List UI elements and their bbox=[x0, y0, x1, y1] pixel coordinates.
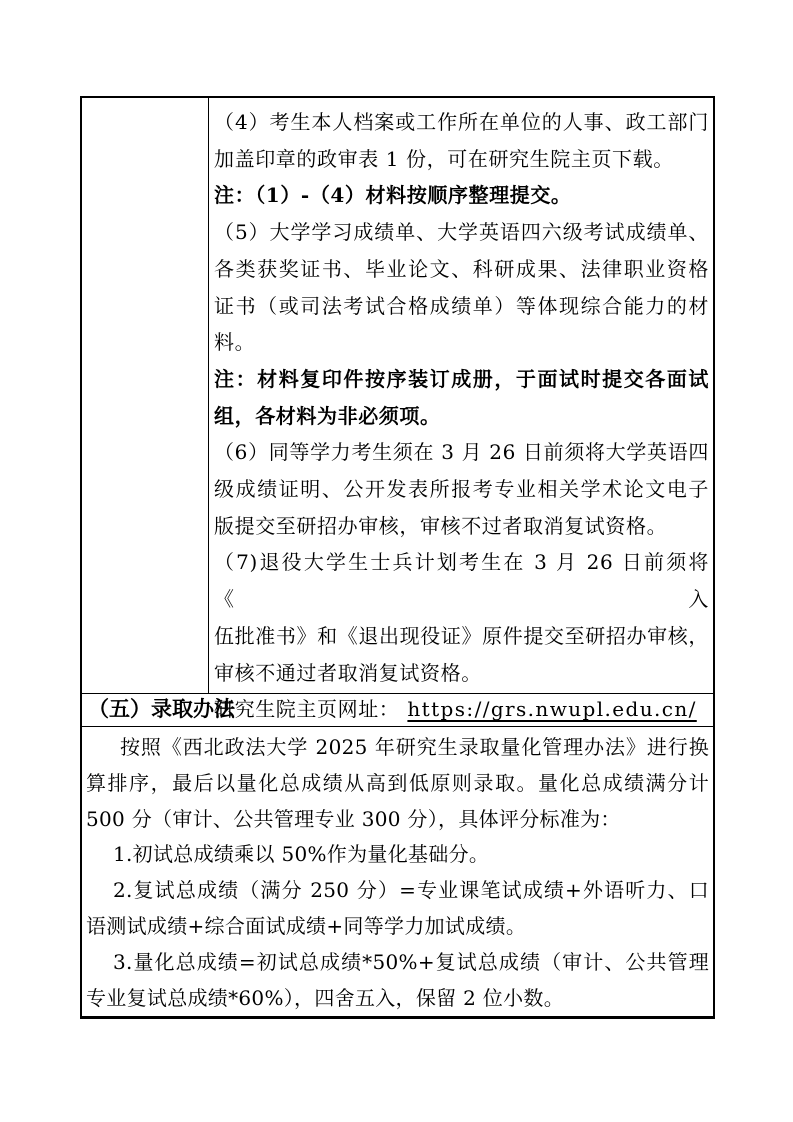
text-line: 研究生院主页网址： https://grs.nwupl.edu.cn/ bbox=[214, 697, 697, 722]
text-line: 1.初试总成绩乘以 50%作为量化基础分。 bbox=[113, 842, 490, 867]
text-line: 语测试成绩+综合面试成绩+同等学力加试成绩。 bbox=[86, 913, 527, 938]
text-line: 加盖印章的政审表 1 份，可在研究生院主页下载。 bbox=[214, 146, 674, 171]
text-line: 500 分（审计、公共管理专业 300 分），具体评分标准为： bbox=[86, 806, 621, 831]
text-line: 2.复试总成绩（满分 250 分）=专业课笔试成绩+外语听力、口 bbox=[113, 878, 709, 903]
text-line: 各类获奖证书、毕业论文、科研成果、法律职业资格 bbox=[214, 256, 709, 281]
materials-row-label-cell bbox=[82, 98, 209, 693]
materials-list-cell bbox=[209, 98, 713, 722]
text-line: 3.量化总成绩=初试总成绩*50%+复试总成绩（审计、公共管理 bbox=[113, 949, 709, 974]
text-line: 组，各材料为非必须项。 bbox=[214, 403, 441, 428]
text-line: （5）大学学习成绩单、大学英语四六级考试成绩单、 bbox=[214, 220, 709, 245]
text-line: 专业复试总成绩*60%），四舍五入，保留 2 位小数。 bbox=[86, 985, 564, 1010]
section-header-title: （五）录取办法 bbox=[88, 697, 235, 721]
text-line: 版提交至研招办审核，审核不过者取消复试资格。 bbox=[214, 513, 668, 538]
text-line: 伍批准书》和《退出现役证》原件提交至研招办审核， bbox=[214, 623, 709, 648]
text-line: （4）考生本人档案或工作所在单位的人事、政工部门 bbox=[214, 110, 709, 134]
admission-method-cell bbox=[82, 726, 713, 1016]
text-line: （6）同等学力考生须在 3 月 26 日前须将大学英语四 bbox=[214, 440, 709, 465]
text-line: 算排序，最后以量化总成绩从高到低原则录取。量化总成绩满分计 bbox=[86, 770, 709, 795]
text-line: （7)退役大学生士兵计划考生在 3 月 26 日前须将《入 bbox=[214, 550, 709, 612]
text-line: 按照《西北政法大学 2025 年研究生录取量化管理办法》进行换 bbox=[120, 735, 709, 759]
text-line: 注：（1）-（4）材料按顺序整理提交。 bbox=[214, 183, 572, 208]
text-line: 证书（或司法考试合格成绩单）等体现综合能力的材 bbox=[214, 293, 709, 318]
text-line: 级成绩证明、公开发表所报考专业相关学术论文电子 bbox=[214, 477, 709, 502]
grad-school-homepage-link[interactable]: https://grs.nwupl.edu.cn/ bbox=[407, 697, 697, 722]
text-line: 审核不通过者取消复试资格。 bbox=[214, 660, 482, 685]
text-line: 料。 bbox=[214, 330, 256, 355]
text-line: 注：材料复印件按序装订成册，于面试时提交各面试 bbox=[214, 366, 709, 391]
admission-notice-table bbox=[80, 96, 715, 1019]
